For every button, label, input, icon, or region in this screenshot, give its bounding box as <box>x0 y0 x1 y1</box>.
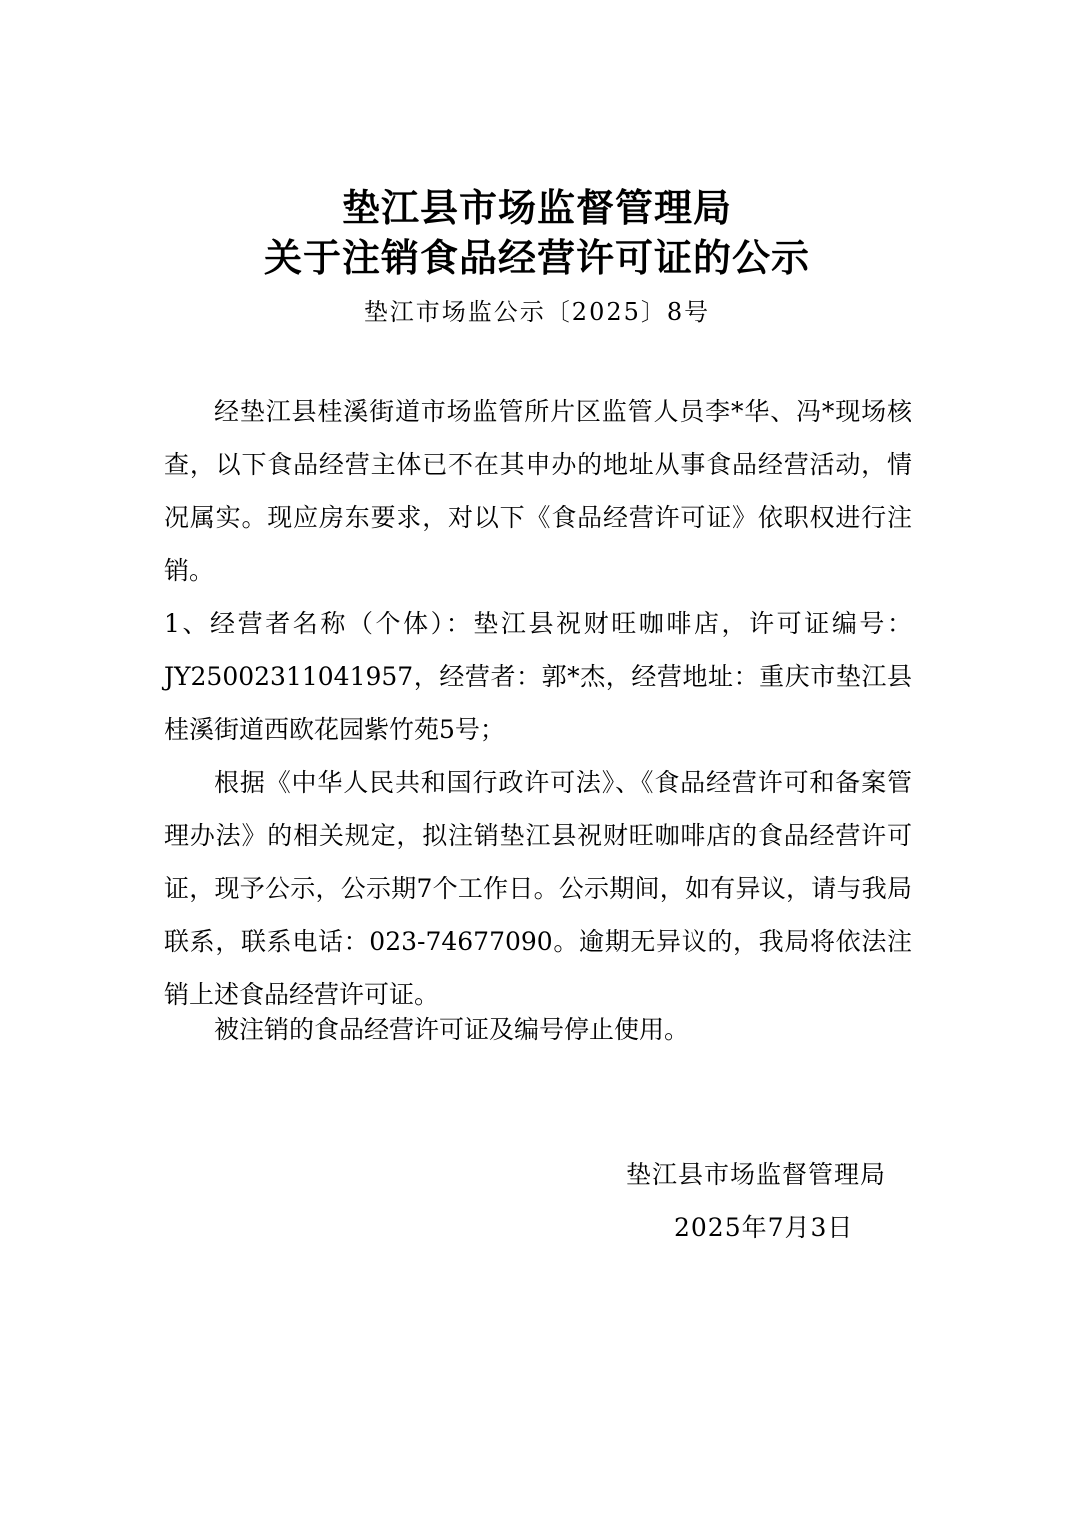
paragraph-business-item: 1、经营者名称（个体）：垫江县祝财旺咖啡店，许可证编号：JY25002311041957，经营者：郭*杰，经营地址：重庆市垫江县桂溪街道西欧花园紫竹苑5号； <box>164 609 912 744</box>
signature-date: 2025年7月3日 <box>674 1213 854 1242</box>
title-line-subject: 关于注销食品经营许可证的公示 <box>263 236 810 280</box>
signature-organization: 垫江县市场监督管理局 <box>626 1160 887 1189</box>
paragraph-verification: 经垫江县桂溪街道市场监管所片区监管人员李*华、冯*现场核查，以下食品经营主体已不在其申办的地址从事食品经营活动，情况属实。现应房东要求，对以下《食品经营许可证》依职权进行注销。 <box>164 397 912 585</box>
document-number: 垫江市场监公示〔2025〕8号 <box>363 298 711 326</box>
paragraph-notice: 被注销的食品经营许可证及编号停止使用。 <box>214 1015 690 1044</box>
paragraph-legal-basis: 根据《中华人民共和国行政许可法》、《食品经营许可和备案管理办法》的相关规定，拟注销垫江县祝财旺咖啡店的食品经营许可证，现予公示，公示期7个工作日。公示期间，如有异议，请与我局联系，联系电话：023-74677090。逾期无异议的，我局将依法注销上述食品经营许可证。 <box>164 768 912 1009</box>
title-line-agency: 垫江县市场监督管理局 <box>341 186 732 230</box>
document-title <box>0 183 1074 283</box>
